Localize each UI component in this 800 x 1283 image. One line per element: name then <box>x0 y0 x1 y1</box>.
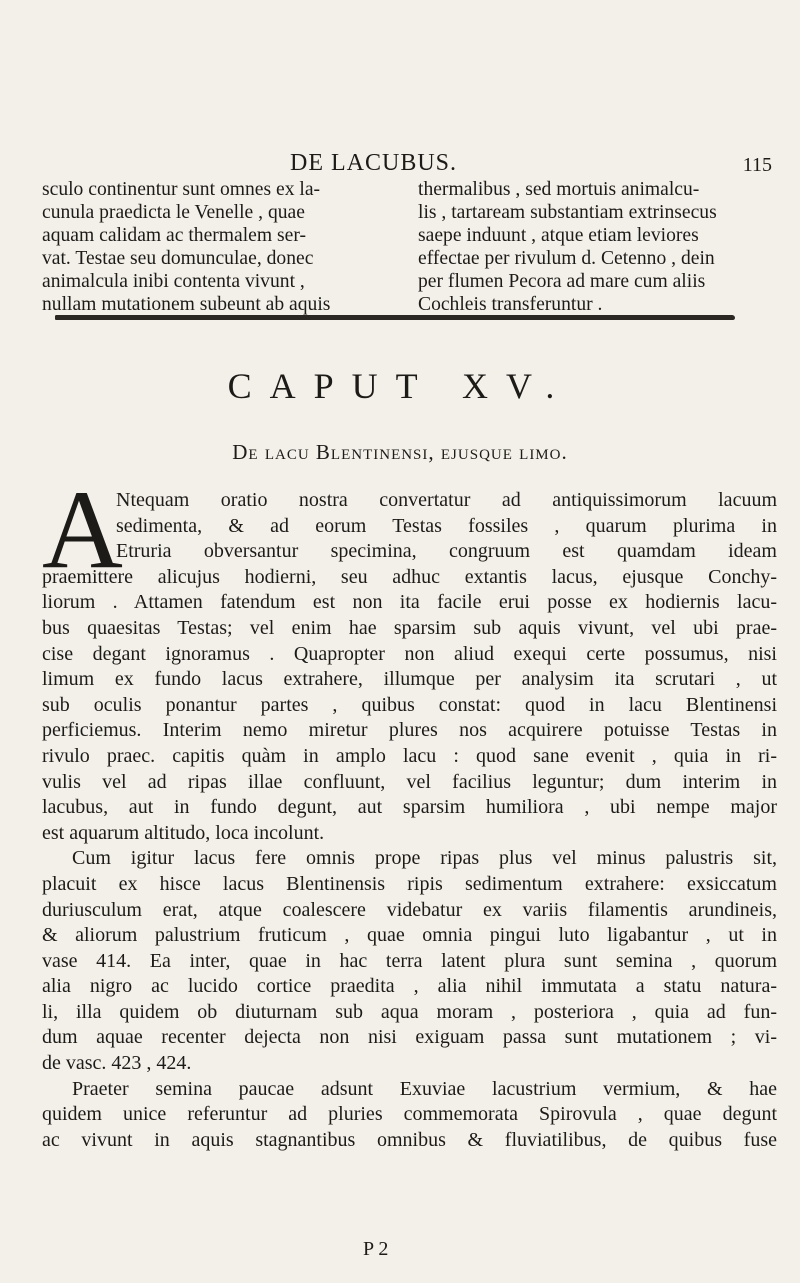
text-line: quidem unice referuntur ad pluries commemorata Spirovula , quae degunt <box>42 1103 777 1126</box>
text-line: vase 414. Ea inter, quae in hac terra latent plura sunt semina , quorum <box>42 949 777 972</box>
text-line: duriusculum erat, atque coalescere videbatur ex variis filamentis arundineis, <box>42 898 777 921</box>
ornamental-rule <box>55 315 735 320</box>
text-line: Cum igitur lacus fere omnis prope ripas plus vel minus palustris sit, <box>72 847 777 870</box>
page-header <box>40 150 780 180</box>
text-line: de vasc. 423 , 424. <box>42 1052 192 1075</box>
text-line: & aliorum palustrium fruticum , quae omnia pingui luto ligabantur , ut in <box>42 924 777 947</box>
text-line: praemittere alicujus hodierni, seu adhuc extantis lacus, ejusque Conchy- <box>42 565 777 588</box>
text-line: aquam calidam ac thermalem ser- <box>42 225 306 246</box>
text-line: cunula praedicta le Venelle , quae <box>42 202 305 223</box>
text-line: dum aquae recenter dejecta non nisi exiguam passa sunt mutationem ; vi- <box>42 1026 777 1049</box>
chapter-subtitle: De lacu Blentinensi, ejusque limo. <box>232 440 568 464</box>
text-line: vat. Testae seu domunculae, donec <box>42 248 314 269</box>
right-column <box>418 178 778 316</box>
text-line: est aquarum altitudo, loca incolunt. <box>42 821 325 844</box>
drop-cap: A <box>42 468 123 592</box>
left-column-paragraph <box>42 178 402 316</box>
text-line: Ntequam oratio nostra convertatur ad antiquissimorum lacuum <box>116 489 777 511</box>
text-line: ac vivunt in aquis stagnantibus omnibus & fluviatilibus, de quibus fuse <box>42 1128 777 1151</box>
text-line: perficiemus. Interim nemo miretur plures nos acquirere potuisse Testas in <box>42 719 777 742</box>
page-number: 115 <box>742 154 772 176</box>
text-line: Praeter semina paucae adsunt Exuviae lacustrium vermium, & hae <box>72 1077 777 1100</box>
text-line: lis , tartaream substantiam extrinsecus <box>418 202 717 223</box>
text-line: liorum . Attamen fatendum est non ita facile erui posse ex hodiernis lacu- <box>42 591 777 614</box>
two-column-text <box>42 178 778 316</box>
running-head: DE LACUBUS. <box>290 150 458 176</box>
text-line: Cochleis transferuntur . <box>418 294 603 315</box>
text-line: sedimenta, & ad eorum Testas fossiles , quarum plurima in <box>116 514 777 537</box>
text-line: Etruria obversantur specimina, congruum est quamdam ideam <box>116 540 777 563</box>
text-line: cise degant ignoramus . Quapropter non aliud exequi certe possumus, nisi <box>42 642 777 665</box>
text-line: limum ex fundo lacus extrahere, illumque per analysim ita scrutari , ut <box>42 668 777 691</box>
text-line: nullam mutationem subeunt ab aquis <box>42 294 331 315</box>
text-line: animalcula inibi contenta vivunt , <box>42 271 305 292</box>
text-line: vulis vel ad ripas illae confluunt, vel facilius leguntur; dum interim in <box>42 770 777 793</box>
text-line: lacubus, aut in fundo degunt, aut sparsim humiliora , ubi nempe major <box>42 796 777 819</box>
text-line: per flumen Pecora ad mare cum aliis <box>418 271 706 292</box>
body-text <box>42 468 777 1153</box>
text-line: effectae per rivulum d. Cetenno , dein <box>418 248 715 269</box>
text-line: alia nigro ac lucido cortice praedita , alia nihil immutata a statu natura- <box>42 975 777 998</box>
right-column-paragraph <box>418 178 778 316</box>
text-line: bus quaesitas Testas; vel enim hae sparsim sub aquis vivunt, vel ubi prae- <box>42 616 777 639</box>
text-line: li, illa quidem ob diuturnam sub aqua moram , posteriora , quia ad fun- <box>42 1000 777 1023</box>
text-line: placuit ex hisce lacus Blentinensis ripis sedimentum extrahere: exsiccatum <box>42 872 777 895</box>
text-line: thermalibus , sed mortuis animalcu- <box>418 179 700 200</box>
text-line: sculo continentur sunt omnes ex la- <box>42 179 321 200</box>
text-line: rivulo praec. capitis quàm in amplo lacu : quod sane evenit , quia in ri- <box>42 744 777 767</box>
chapter-title: CAPUT XV. <box>227 366 573 406</box>
text-line: sub oculis ponantur partes , quibus constat: quod in lacu Blentinensi <box>42 693 777 716</box>
text-line: saepe induunt , atque etiam leviores <box>418 225 699 246</box>
left-column <box>42 178 402 316</box>
catchword: P 2 <box>363 1238 389 1260</box>
